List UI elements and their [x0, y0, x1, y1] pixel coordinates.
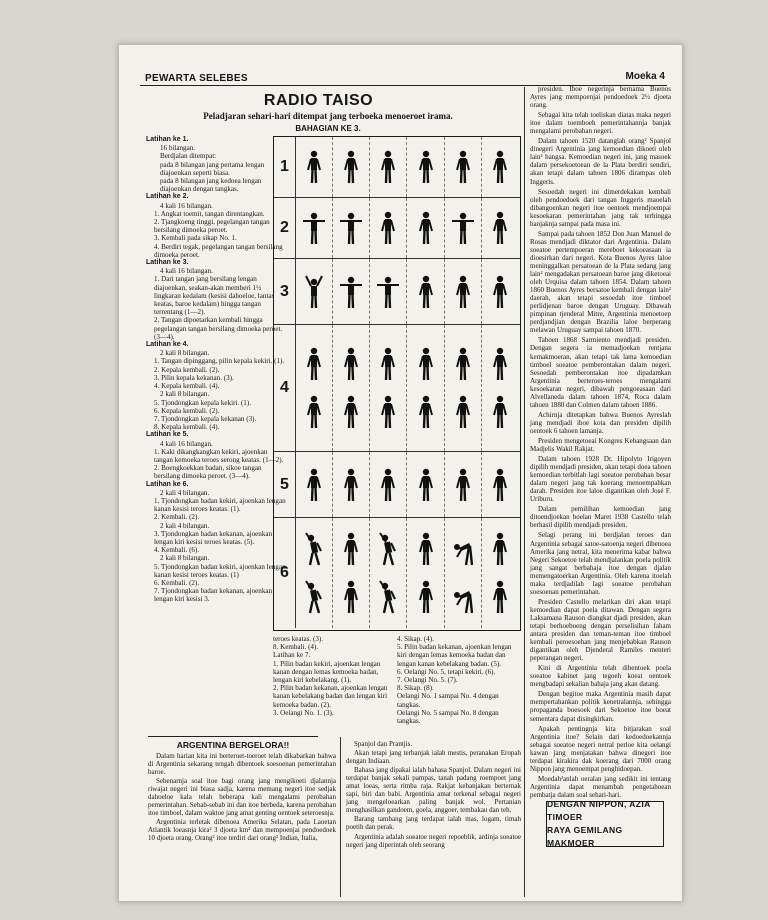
article-paragraph: Sebagai kita telah toeliskan diatas maka negeri itoe dalam toemboeh pemerintahannja banjak mengalami perobahan negeri.	[530, 111, 671, 136]
person-figure-icon	[488, 579, 512, 615]
lesson-line: 2. Tjangkoeng tinggi, pegelangan tangan bersilang dimoeka peroet.	[154, 218, 270, 235]
person-figure-icon	[414, 394, 438, 430]
person-figure-icon	[376, 346, 400, 382]
lesson-line: 3. Kembali pada sikap No. 1.	[154, 234, 237, 243]
lesson-line: 1. Dari tangan jang bersilang lengan diajoenkan, seakan-akan memberi 1½ lingkaran kedalam (kesisi dahoeloe, lantas keatas, baroe kedalam) hingga tangan terrentang (1—2).	[154, 275, 275, 317]
exercise-figure	[408, 452, 445, 517]
person-figure-icon	[302, 531, 326, 567]
person-figure-icon	[302, 579, 326, 615]
exercise-figure	[370, 259, 407, 324]
lesson-line: 7. Oelangi No. 5. (7).	[397, 676, 458, 685]
article-paragraph: Spanjol dan Prantjis.	[354, 740, 413, 748]
lesson-line: 7. Tjondongkan badan kekanan, ajoenkan lengan kiri kesisi 3.	[154, 587, 273, 604]
lesson-heading: Latihan ke 5.	[146, 431, 189, 439]
lesson-line: Latihan ke 7.	[273, 651, 311, 660]
masthead	[140, 71, 667, 86]
person-figure-icon	[414, 274, 438, 310]
lesson-line: 4. Sikap. (4).	[397, 635, 434, 643]
row-number: 6	[274, 518, 296, 628]
article-paragraph: Selagi perang ini berdjalan teroes dan Argentinia sebagai satoe-satoenja negeri dibenoea Amerika jang netral, kita menerima kabar bahwa Negeri Sekoetoe telah mendjalankan poela politik jang sangat berbahaja itoe dengan djalan memengatoerkan Argentinia. Oleh karena itoelah maka terdjadilah lagi soeatoe perobahan soesoenan pemerintahan.	[530, 531, 671, 596]
article-paragraph: Akan tetapi jang terbanjak ialah mestis, peranakan Eropah dengan Indiaan.	[346, 749, 521, 766]
exercise-figure	[296, 137, 333, 197]
exercise-row	[274, 518, 520, 628]
person-figure-icon	[414, 579, 438, 615]
argentina-article-col2	[346, 740, 521, 896]
person-figure-icon	[339, 394, 363, 430]
person-figure-icon	[376, 210, 400, 246]
exercise-row	[274, 325, 520, 452]
lesson-line: 2 kali 4 bilangan.	[160, 521, 210, 530]
radio-taiso-part: BAHAGIAN KE 3.	[295, 124, 361, 133]
slogan-line-1: DENGAN NIPPON, AZIA TIMOER	[547, 799, 651, 822]
person-figure-icon	[451, 274, 475, 310]
exercise-figure	[408, 259, 445, 324]
exercise-figure	[333, 198, 370, 258]
article-paragraph: Kini di Argentinia telah dibentoek poela soeatoe kabinet jang tegoeh koeat oentoek mengbadapi sekalian bahaja jang akan datang.	[530, 664, 671, 689]
person-figure-icon	[339, 579, 363, 615]
row-number: 4	[274, 325, 296, 451]
person-figure-icon	[488, 210, 512, 246]
person-figure-icon	[414, 210, 438, 246]
person-figure-icon	[451, 346, 475, 382]
person-figure-icon	[414, 531, 438, 567]
lesson-line: Oelangi No. 1 sampai No. 4 dengan tangkas.	[397, 692, 499, 709]
lesson-line: 2 kali 8 bilangan.	[160, 349, 210, 358]
lesson-line: 16 bilangan.	[160, 144, 196, 153]
exercise-figure	[370, 518, 407, 628]
exercise-figure	[482, 452, 519, 517]
person-figure-icon	[451, 531, 475, 567]
exercise-figure	[445, 325, 482, 451]
row-number: 2	[274, 198, 296, 258]
exercise-figure	[445, 518, 482, 628]
lesson-heading: Latihan ke 2.	[146, 193, 189, 201]
person-figure-icon	[376, 394, 400, 430]
person-figure-icon	[339, 531, 363, 567]
lesson-continuation-mid	[273, 635, 393, 735]
article-paragraph: Dengan begitoe maka Argentinia masih dapat mempertahankan politik kenetralannja, sehingga propaganda boesoek dari Sekoetoe itoe boeat sementara dapat disingkirkan.	[530, 690, 671, 723]
exercise-figure	[445, 259, 482, 324]
lesson-line: 4 kali 16 bilangan.	[160, 201, 213, 210]
person-figure-icon	[339, 149, 363, 185]
lesson-line: 2 kali 8 bilangan.	[160, 390, 210, 399]
lesson-line: 8. Kembali. (4).	[273, 643, 319, 652]
exercise-figure	[482, 325, 519, 451]
person-figure-icon	[451, 579, 475, 615]
lesson-line: 7. Tjondongkan kepala kekanan (3).	[154, 414, 257, 423]
article-paragraph: Dalam pemilihan kemoedian jang ditoendjoekan boelan Maret 1938 Castello telah berhasil dipilih mendjadi presiden.	[530, 505, 671, 530]
article-paragraph: Tahoen 1868 Sarmiento mendjadi presiden. Dengan segera ia memadjoekan rentjana kemakmoeran, akan tetapi tak lama kemoedian timboel soeatoe pemberontakan dalam negeri. Sesoedah pemberontakan itoe dipadamkan Argentinia berteroes-teroes mengalami kesoekaran negeri, dibawah pengoeasaan dari Alvellaneda dalam tahoen 1874, Roca dalam tahoen 1880 dan Colmen dalam tahoen 1886.	[530, 336, 671, 409]
article-paragraph: Argentinia terletak dibenoea Amerika Selatan, pada Laoetan Atlantik loeasnja kira² 3 djoeta km² dan mempoenjai pendoedoek 10 djoeta orang. Orang² itoe terdiri dari orang² Indian, Italia,	[148, 818, 336, 843]
exercise-figure	[482, 137, 519, 197]
lesson-line: 2. Kembali. (2).	[154, 513, 200, 522]
article-paragraph: Moedah²anlah oeralan jang sedikit ini tentang Argentinia dapat menambah pengetahoean pembatja dalam soal sehari-hari.	[530, 774, 671, 799]
exercise-figure	[333, 452, 370, 517]
lesson-line: 2 kali 4 bilangan.	[160, 488, 210, 497]
paper-name: PEWARTA SELEBES	[145, 73, 248, 84]
lesson-line: Oelangi No. 5 sampai No. 8 dengan tangkas.	[397, 708, 499, 726]
lesson-line: 1. Tangan dipinggang, pilin kepala kekiri. (1).	[154, 357, 285, 366]
lesson-line: 8. Sikap. (8).	[397, 684, 434, 693]
lesson-line: pada 8 bilangan jang pertama lengan diajoenkan seperti biasa.	[160, 160, 265, 177]
article-paragraph: Bahasa jang dipakai ialah bahasa Spanjol. Dalam negeri ini terdapat banjak sekali pampas, tanah padang roempoet jang amat loeas, serta rimba raja. Rakjat kebanjakan berternak sapi, biri dan babi. Argentinia amat terkenal sebagai negeri jang mengeloearkan paling banjak wol. Pertanian menghasilkan gandoem, goela, anggoer, tembakau dan teh.	[346, 766, 521, 815]
article-paragraph: Barang tambang jang terdapat ialah mas, logam, timah poetih dan perak.	[346, 815, 521, 832]
row-number: 3	[274, 259, 296, 324]
person-figure-icon	[302, 467, 326, 503]
exercise-figure	[370, 198, 407, 258]
slogan-line-2: RAYA GEMILANG MAKMOER	[547, 825, 623, 848]
person-figure-icon	[302, 394, 326, 430]
lesson-line: pada 8 bilangan jang kedoea lengan diajoenkan dengan tangkas.	[160, 177, 262, 194]
lesson-line: 1. Kaki dikangkangkan kekiri, ajoenkan tangan kemoeka teroes serong keatas. (1—2).	[154, 447, 284, 464]
exercise-figure	[296, 518, 333, 628]
person-figure-icon	[451, 210, 475, 246]
person-figure-icon	[339, 274, 363, 310]
lesson-continuation-right	[397, 635, 521, 735]
lesson-line: 5. Tjondongkan kepala kekiri. (1).	[154, 398, 251, 407]
column-divider-bottom	[340, 737, 341, 897]
exercise-figure	[333, 325, 370, 451]
lesson-line: 3. Tjondongkan badan kekanan, ajoenkan lengan kiri kesisi teroes keatas. (5).	[154, 529, 273, 546]
argentina-article-continuation	[530, 85, 671, 799]
lesson-line: 4. Kembali. (6).	[154, 546, 200, 555]
article-paragraph: presiden. Iboe negerinja bernama Buenos Ayres jang mempoenjai pendoedoek 2½ djoeta orang.	[530, 85, 671, 110]
lesson-line: 5. Tjondongkan badan kekiri, ajoenkan lengan kanan kesisi teroes keatas. (1)	[154, 562, 286, 579]
exercise-figure	[370, 137, 407, 197]
exercise-figure	[445, 137, 482, 197]
article-paragraph: Presiden Castello melarikan diri akan tetapi kemoedian dapat poela ditawan. Dengan segera Laksamana Rauson diangkat djadi presiden, akan tetapi berhoeboeng dengan perselisihan faham antara presiden dan teman-teman itoe timboel kembali peroesoehan jang menjebabkan Rauson digantikan oleh Djenderal Ramiles menteri peperangan negeri.	[530, 597, 671, 663]
person-figure-icon	[376, 274, 400, 310]
row-number: 5	[274, 452, 296, 517]
exercise-figure	[296, 452, 333, 517]
slogan-box	[546, 801, 664, 847]
person-figure-icon	[302, 274, 326, 310]
person-figure-icon	[302, 210, 326, 246]
person-figure-icon	[339, 346, 363, 382]
exercise-figure	[370, 325, 407, 451]
article-paragraph: Dalam harian kita ini berteroet-toeroet telah dikabarkan bahwa di Argentinia sekarang tengah dibentoek soesoenan pemerintahan baroe.	[148, 752, 336, 777]
person-figure-icon	[488, 467, 512, 503]
exercise-figure	[482, 198, 519, 258]
lesson-line: 2. Kepala kembali. (2).	[154, 365, 220, 374]
person-figure-icon	[488, 149, 512, 185]
lesson-instructions	[146, 136, 288, 756]
exercise-figure	[482, 259, 519, 324]
person-figure-icon	[488, 346, 512, 382]
argentina-article-title: ARGENTINA BERGELORA!!	[148, 736, 318, 750]
lesson-line: 1. Tjondongkan badan kekiri, ajoenkan lengan kanan kesisi teroes keatas. (1).	[154, 496, 286, 514]
lesson-line: 6. Oelangi No. 5, tetapi kekiri. (6).	[397, 667, 496, 676]
lesson-line: 2. Boengkoekkan badan, sikoe tangan bersilang dimoeka peroet. (3—4).	[154, 464, 262, 481]
exercise-row	[274, 259, 520, 325]
lesson-heading: Latihan ke 6.	[146, 480, 189, 488]
person-figure-icon	[376, 149, 400, 185]
lesson-line: 1. Angkat toemit, tangan direntangkan.	[154, 209, 265, 218]
article-paragraph: Dalam tahoen 1928 Dr. Hipolyto Irigoyen dipilih mendjadi presiden, akan tetapi doea tahoen kemoedian terbitlah lagi soeatoe perobahan besar dalam negeri jang tak koerang menoempahkan darah. Presiden itoe laloe digantikan oleh José F. Uriburu.	[530, 455, 671, 504]
exercise-figure	[296, 259, 333, 324]
exercise-figure-grid	[273, 136, 521, 631]
article-paragraph: Apakah pentingnja kita bitjarakan soal Argentinia itoe? Selain dari kedoedoekannja sebagai soeatoe negeri netral perloe kita oelangi kawan jang menjatakan bahwa dinegeri itoe terdapat kirakira dak koerang dari 7000 orang Nippon jang menoempat penghidoepan.	[530, 724, 671, 773]
argentina-article-col1	[148, 752, 336, 896]
article-paragraph: Dalam tahoen 1520 datanglah orang² Spanjol dinegeri Argentinia jang kemoedian dikoeti oleh lain² bangsa. Kemoedian negeri ini, jang masoek dalam persekoetoean de la Plata berdiri sendiri, akan tetapi dalam tahoen 1806 dirampas oleh Inggeris.	[530, 137, 671, 186]
exercise-row	[274, 137, 520, 198]
exercise-figure	[296, 198, 333, 258]
column-divider	[524, 87, 525, 897]
lesson-line: teroes keatas. (3).	[273, 635, 324, 643]
radio-taiso-title: RADIO TAISO	[263, 92, 374, 109]
lesson-line: 2 kali 8 bilangan.	[160, 554, 210, 563]
person-figure-icon	[488, 274, 512, 310]
person-figure-icon	[376, 467, 400, 503]
exercise-figure	[445, 452, 482, 517]
exercise-figure	[333, 259, 370, 324]
lesson-line: 4 kali 16 bilangan.	[160, 267, 213, 276]
lesson-line: 5. Pilin badan kekanan, ajoenkan lengan kiri dengan lemas kemoeka badan dan lengan kanan kebelakang badan. (5).	[397, 643, 512, 668]
person-figure-icon	[302, 346, 326, 382]
person-figure-icon	[414, 467, 438, 503]
article-paragraph: Argentinia adalah soeatoe negeri repoeblik, ardinja soeatoe negeri jang diperintah oleh seorang	[346, 832, 521, 849]
person-figure-icon	[488, 394, 512, 430]
person-figure-icon	[451, 149, 475, 185]
person-figure-icon	[451, 467, 475, 503]
exercise-row	[274, 452, 520, 518]
lesson-line: 3. Pilin kepala kekanan. (3).	[154, 373, 234, 382]
lesson-line: 4. Kepala kembali. (4).	[154, 382, 220, 391]
person-figure-icon	[451, 394, 475, 430]
lesson-heading: Latihan ke 3.	[146, 259, 189, 267]
lesson-line: 8. Kepala kembali. (4).	[154, 423, 220, 432]
person-figure-icon	[339, 467, 363, 503]
newspaper-page	[118, 44, 683, 902]
page-number: Moeka 4	[625, 71, 665, 82]
lesson-line: 6. Kembali. (2).	[154, 578, 200, 587]
article-paragraph: Sampai pada tahoen 1852 Don Juan Manuel de Rosas mendjadi diktator dari Argentinia. Dalam soeatoe pertempoeran mereboet kekoeasaan ia dioesirkan dari negeri. Kota Buenos Ayres laloe meninggalkan persatoean de la Plata sedang jang lain² mengadakan persatoean baroe jang diketoeai oleh Urquisa dalam tahoen 1854. Dalam tahoen 1860 Buenos Ayres bersatoe kembali dengan lain² daerah, akan tetapi sesoedah itoe timboel perlidjenan baroe dengan Uruguay. Dibawah pimpinan tjenderal Mitre, Argentinia menoetoep perdjandjian dengan Brazilia laloe berperang melawan Uruguay sampai tahoen 1870.	[530, 229, 671, 335]
article-paragraph: Presiden mengetoeai Kongres Kebangsaan dan Madjelis Wakil Rakjat.	[530, 436, 671, 454]
lesson-line: Berdjalan ditempat:	[160, 152, 217, 161]
lesson-heading: Latihan ke 4.	[146, 341, 189, 349]
radio-taiso-subtitle: Peladjaran sehari-hari ditempat jang terboeka menoeroet irama.	[203, 111, 453, 121]
person-figure-icon	[302, 149, 326, 185]
lesson-heading: Latihan ke 1.	[146, 136, 189, 143]
person-figure-icon	[376, 531, 400, 567]
person-figure-icon	[488, 531, 512, 567]
person-figure-icon	[376, 579, 400, 615]
person-figure-icon	[414, 346, 438, 382]
lesson-line: 2. Pilin badan kekanan, ajoenkan lengan kanan kebelakang badan dan lengan kiri kemoeka badan. (2).	[273, 684, 388, 709]
exercise-figure	[333, 137, 370, 197]
exercise-row	[274, 198, 520, 259]
exercise-figure	[408, 325, 445, 451]
lesson-line: 4. Berdiri tegak, pegelangan tangan bersilang dimoeka peroet.	[154, 242, 283, 259]
person-figure-icon	[414, 149, 438, 185]
exercise-figure	[482, 518, 519, 628]
exercise-figure	[296, 325, 333, 451]
exercise-figure	[445, 198, 482, 258]
row-number: 1	[274, 137, 296, 197]
person-figure-icon	[339, 210, 363, 246]
lesson-line: 1. Pilin badan kekiri, ajoenkan lengan kanan dengan lemas kemoeka badan, lengan kiri kebelakang. (1).	[273, 659, 381, 685]
exercise-figure	[408, 518, 445, 628]
article-paragraph: Achirnja ditetapkan bahwa Buenos Ayreslah jang mendjadi iboe kota dan presiden dipilih oentoek 6 tahoen lamanja.	[530, 410, 671, 435]
article-paragraph: Sesoedah negeri ini dimerdekakan kembali oleh pendoedoek dari tangan Inggeris maoelah dibangoenkan negeri itoe oentoek mendjoempai kesoekaran pemerintahan jang tak terhingga banjaknja sampai pada masa ini.	[530, 187, 671, 228]
exercise-figure	[333, 518, 370, 628]
exercise-figure	[408, 198, 445, 258]
lesson-line: 6. Kepala kembali. (2).	[154, 406, 220, 415]
lesson-line: 4 kali 16 bilangan.	[160, 439, 213, 448]
exercise-figure	[408, 137, 445, 197]
lesson-line: 2. Tangan dipoetarkan kembali hingga pegelangan tangan bersilang dimoeka peroet. (3—4).	[154, 316, 283, 341]
lesson-line: 3. Oelangi No. 1. (3).	[273, 708, 334, 717]
article-paragraph: Sebenarnja soal itoe bagi orang jang mengikoeti djalannja riwajat negeri ini biasa sadja, karena memang negeri itoe sedjak dahoeloe kala telah beberapa kali mengalami perobahan pemerintahan. Sebab-sebab ini dan itoe berbeda, karena perobahan itoe timboel, dalam waktoe jang amat genting oentoek seteroesnja.	[148, 777, 336, 818]
exercise-figure	[370, 452, 407, 517]
